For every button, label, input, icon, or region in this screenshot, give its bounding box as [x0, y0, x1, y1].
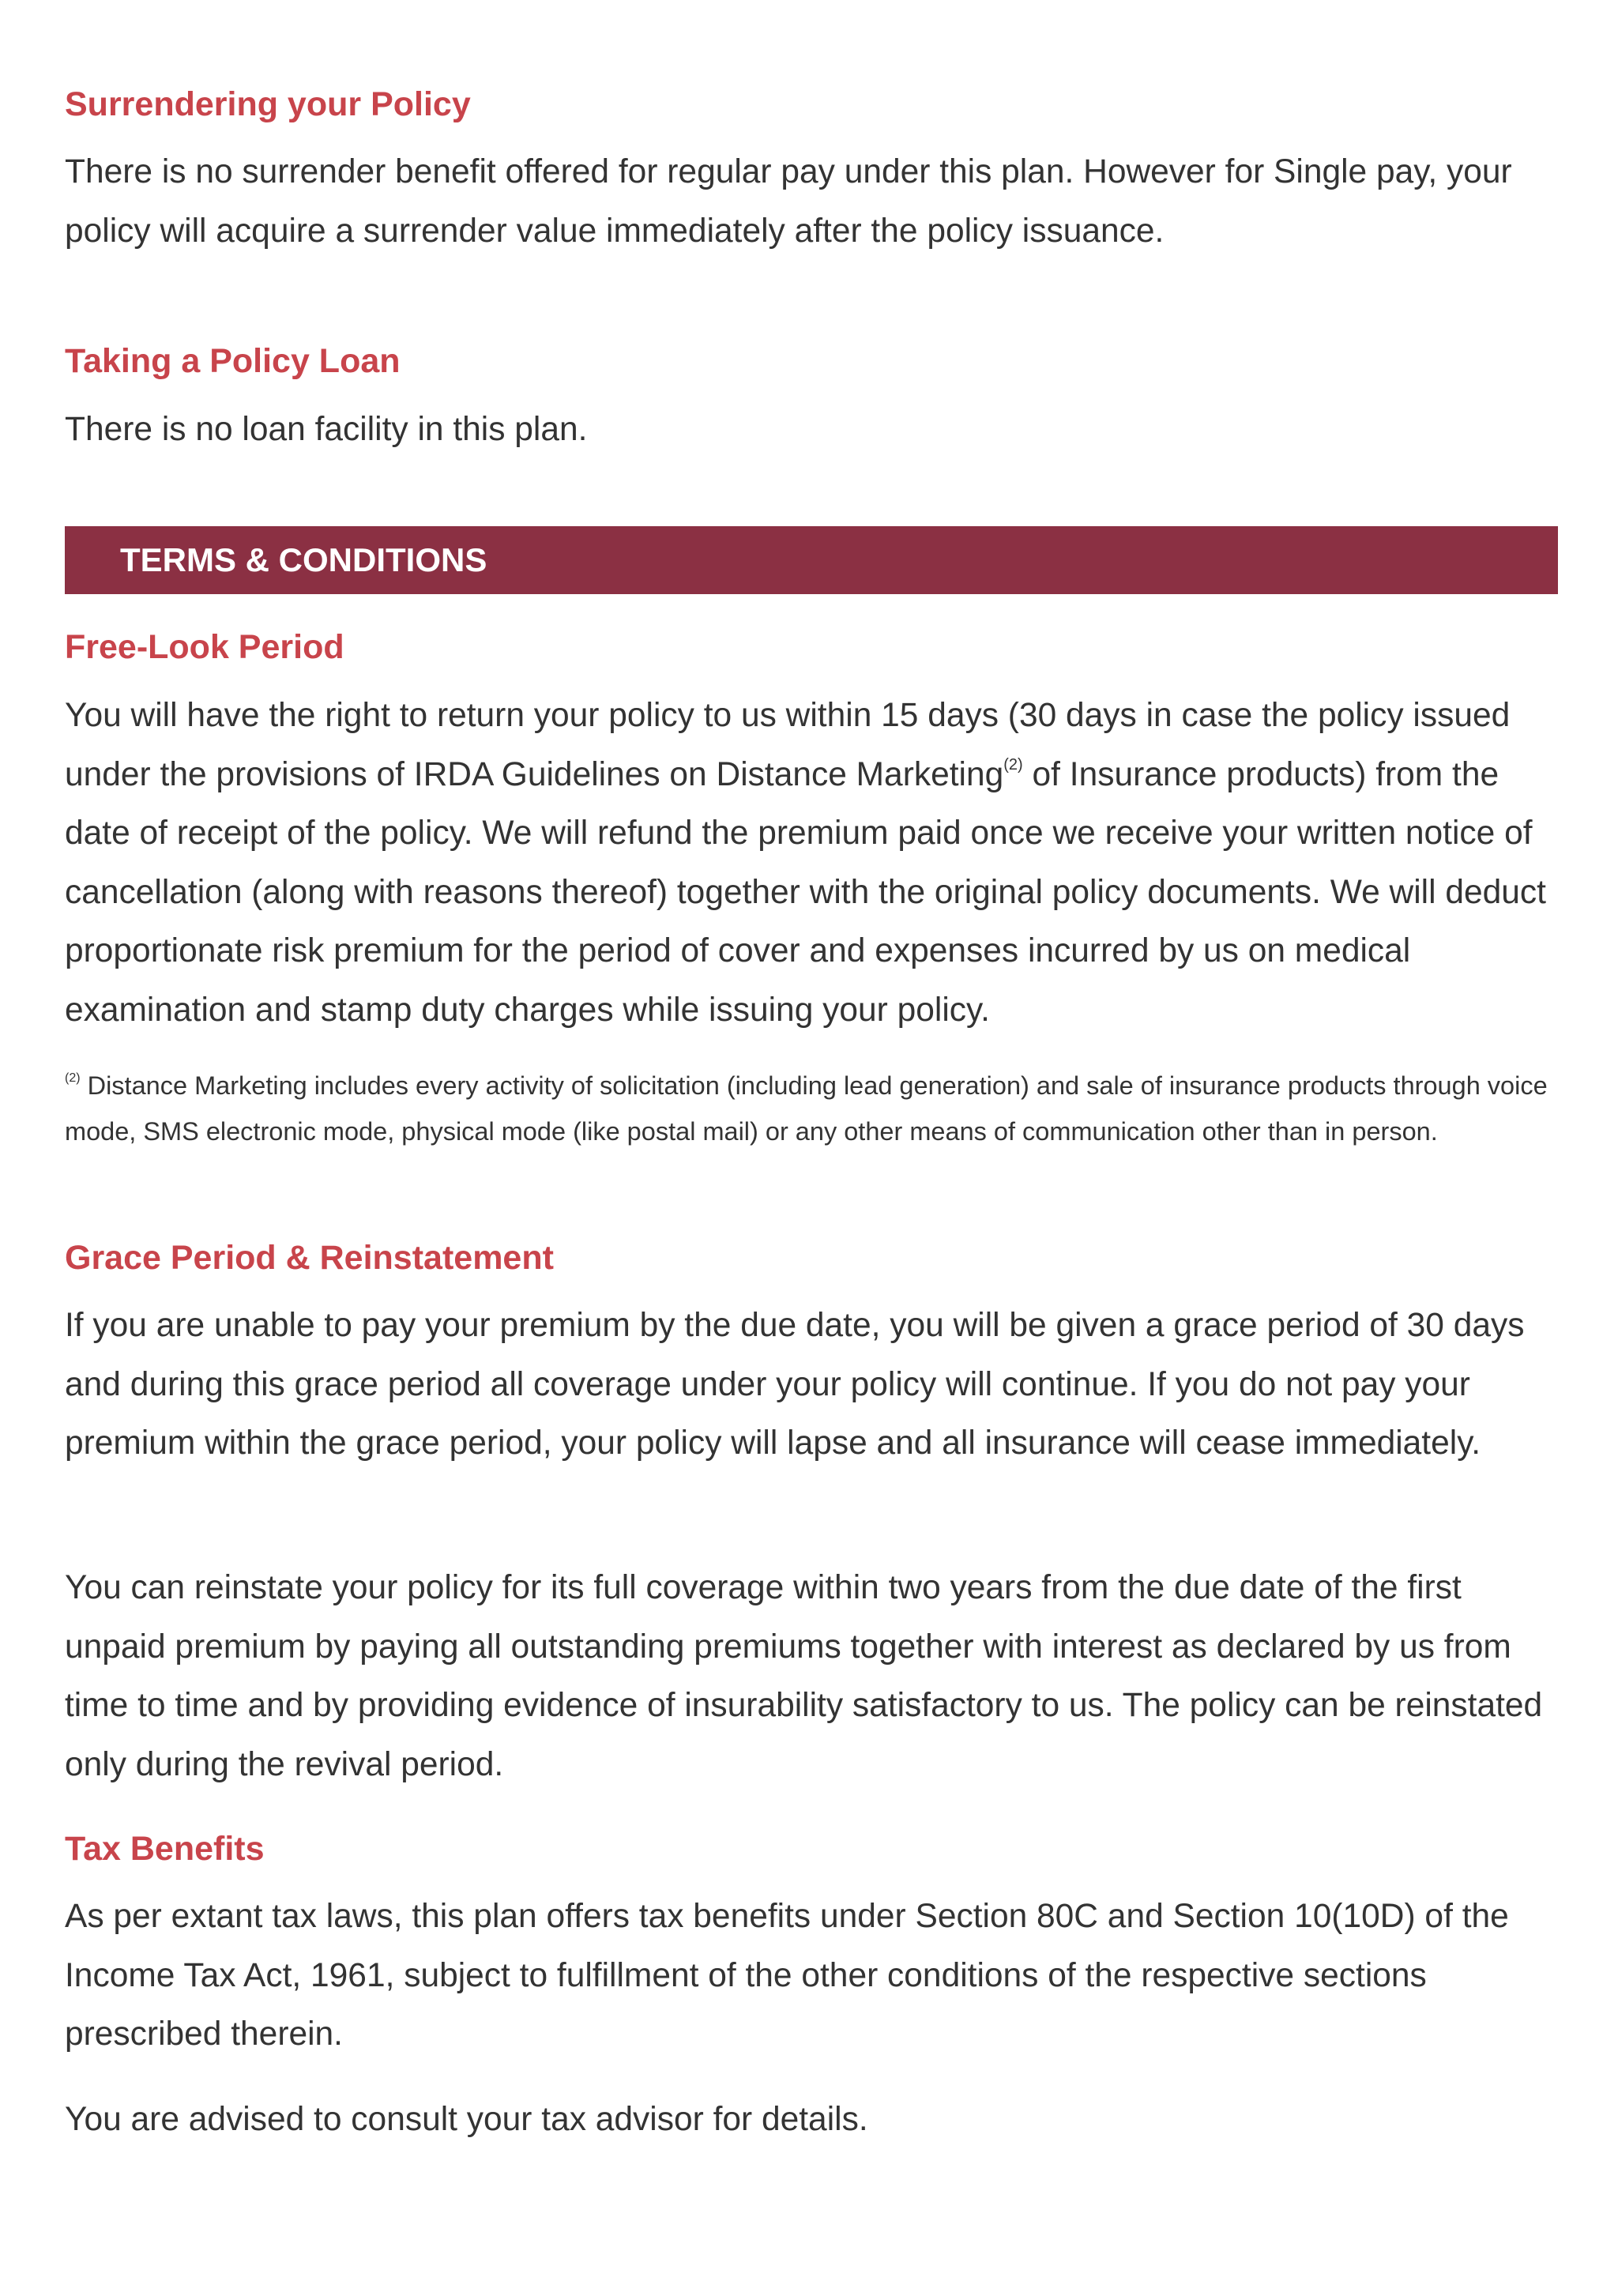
tax-body-1: As per extant tax laws, this plan offers tax benefits under Section 80C and Section 10(10D) of the Income Tax Act, 1961, subject to fulfillment of the other conditions of the respective sections prescribed therein. [65, 1898, 1509, 2053]
grace-body-2: You can reinstate your policy for its full coverage within two years from the due date of the first unpaid premium by paying all outstanding premiums together with interest as declared by us from time to time and by providing evidence of insurability satisfactory to us. The policy can be reinstated only during the revival period. [65, 1569, 1543, 1783]
free-look-ref-marker: (2) [1003, 755, 1023, 773]
loan-heading: Taking a Policy Loan [65, 342, 401, 380]
footnote-marker: (2) [65, 1071, 81, 1085]
terms-conditions-banner [65, 526, 1558, 594]
free-look-heading: Free-Look Period [65, 628, 344, 666]
footnote-text: Distance Marketing includes every activity of solicitation (including lead generation) and sale of insurance products through voice mode, SMS electronic mode, physical mode (like postal mail) or any other means of communication other than in person. [65, 1071, 1548, 1146]
surrender-heading: Surrendering your Policy [65, 85, 471, 123]
terms-conditions-title: TERMS & CONDITIONS [120, 541, 487, 578]
free-look-body-text-2: of Insurance products) from the date of receipt of the policy. We will refund the premium paid once we receive your written notice of cancellation (along with reasons thereof) together with the original policy documents. We will deduct proportionate risk premium for the period of cover and expenses incurred by us on medical examination and stamp duty charges while issuing your policy. [65, 755, 1546, 1029]
surrender-body: There is no surrender benefit offered for regular pay under this plan. However for Single pay, your policy will acquire a surrender value immediately after the policy issuance. [65, 153, 1512, 250]
free-look-body [65, 687, 1558, 1040]
grace-heading: Grace Period & Reinstatement [65, 1239, 554, 1277]
tax-heading: Tax Benefits [65, 1830, 265, 1868]
grace-body-1: If you are unable to pay your premium by the due date, you will be given a grace period of 30 days and during this grace period all coverage under your policy will continue. If you do not pay your premium within the grace period, your policy will lapse and all insurance will cease immediately. [65, 1307, 1525, 1462]
distance-marketing-footnote [65, 1063, 1558, 1154]
free-look-body-text-1: You will have the right to return your policy to us within 15 days (30 days in case the policy issued under the provisions of IRDA Guidelines on Distance Marketing [65, 697, 1511, 793]
loan-body: There is no loan facility in this plan. [65, 411, 588, 448]
tax-body-2: You are advised to consult your tax advisor for details. [65, 2101, 868, 2138]
